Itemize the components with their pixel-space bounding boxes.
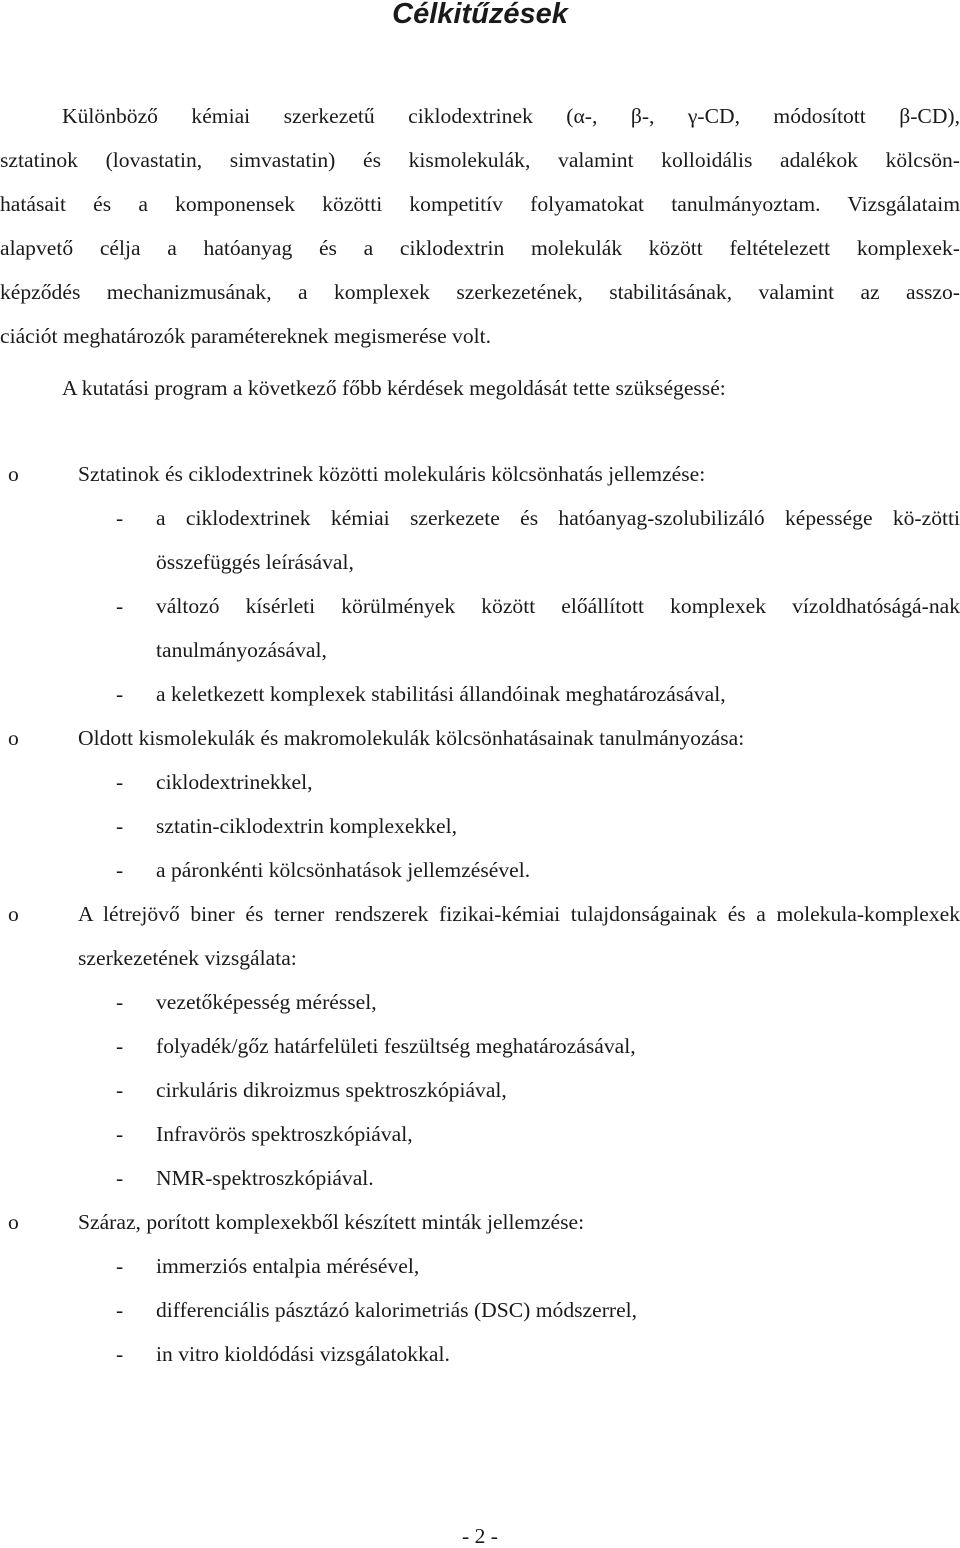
- method-item: [78, 496, 960, 584]
- page-title: Célkitűzések: [392, 0, 568, 30]
- dash-marker: -: [116, 1298, 124, 1322]
- method-item: [78, 804, 960, 848]
- method-item: [78, 1112, 960, 1156]
- intro-second-paragraph: A kutatási program a következő főbb kérdések megoldását tette szükségessé:: [62, 376, 726, 400]
- bullet-marker: o: [8, 902, 19, 926]
- method-text: NMR-spektroszkópiával.: [156, 1166, 374, 1190]
- objectives-list: [0, 452, 960, 1376]
- method-text: változó kísérleti körülmények között előállított komplexek vízoldhatóságá-nak tanulmányozásával,: [156, 594, 960, 662]
- dash-marker: -: [116, 1078, 124, 1102]
- dash-marker: -: [116, 858, 124, 882]
- method-text: ciklodextrinekkel,: [156, 770, 313, 794]
- intro-line: ciációt meghatározók paramétereknek megismerése volt.: [0, 324, 492, 348]
- dash-marker: -: [116, 682, 124, 706]
- bullet-marker: o: [8, 1210, 19, 1234]
- dash-marker: -: [116, 1034, 124, 1058]
- dash-marker: -: [116, 506, 124, 530]
- objective-heading: Oldott kismolekulák és makromolekulák kölcsönhatásainak tanulmányozása:: [78, 726, 745, 750]
- method-item: [78, 1024, 960, 1068]
- method-item: [78, 1244, 960, 1288]
- method-list: [78, 760, 960, 892]
- objective-item: [0, 452, 960, 716]
- method-text: immerziós entalpia mérésével,: [156, 1254, 420, 1278]
- method-text: a páronkénti kölcsönhatások jellemzésével.: [156, 858, 531, 882]
- method-item: [78, 760, 960, 804]
- method-text: sztatin-ciklodextrin komplexekkel,: [156, 814, 458, 838]
- intro-line: alapvető célja a hatóanyag és a ciklodextrin molekulák között feltételezett komplexek-: [0, 236, 960, 260]
- method-item: [78, 1156, 960, 1200]
- method-item: [78, 1332, 960, 1376]
- intro-line: sztatinok (lovastatin, simvastatin) és kismolekulák, valamint kolloidális adalékok kölcsön-: [0, 148, 960, 172]
- method-item: [78, 672, 960, 716]
- objective-item: [0, 892, 960, 1200]
- dash-marker: -: [116, 814, 124, 838]
- objective-item: [0, 716, 960, 892]
- bullet-marker: o: [8, 462, 19, 486]
- method-item: [78, 584, 960, 672]
- method-item: [78, 848, 960, 892]
- intro-line: Különböző kémiai szerkezetű ciklodextrinek (α-, β-, γ-CD, módosított β-CD),: [62, 104, 960, 128]
- dash-marker: -: [116, 1254, 124, 1278]
- objective-heading: Sztatinok és ciklodextrinek közötti molekuláris kölcsönhatás jellemzése:: [78, 462, 706, 486]
- method-text: folyadék/gőz határfelületi feszültség meghatározásával,: [156, 1034, 636, 1058]
- method-text: differenciális pásztázó kalorimetriás (DSC) módszerrel,: [156, 1298, 638, 1322]
- method-item: [78, 1288, 960, 1332]
- method-text: in vitro kioldódási vizsgálatokkal.: [156, 1342, 450, 1366]
- objective-heading: A létrejövő biner és terner rendszerek fizikai-kémiai tulajdonságainak és a molekula-komplexek szerkezetének vizsgálata:: [78, 902, 960, 970]
- dash-marker: -: [116, 1122, 124, 1146]
- method-text: a keletkezett komplexek stabilitási állandóinak meghatározásával,: [156, 682, 726, 706]
- method-list: [78, 980, 960, 1200]
- method-text: cirkuláris dikroizmus spektroszkópiával,: [156, 1078, 507, 1102]
- dash-marker: -: [116, 990, 124, 1014]
- dash-marker: -: [116, 1166, 124, 1190]
- method-text: vezetőképesség méréssel,: [156, 990, 377, 1014]
- method-item: [78, 980, 960, 1024]
- dash-marker: -: [116, 770, 124, 794]
- page-number: - 2 -: [462, 1524, 498, 1548]
- objective-item: [0, 1200, 960, 1376]
- method-list: [78, 1244, 960, 1376]
- intro-paragraph: [0, 94, 960, 358]
- method-item: [78, 1068, 960, 1112]
- objective-heading: Száraz, porított komplexekből készített minták jellemzése:: [78, 1210, 585, 1234]
- method-list: [78, 496, 960, 716]
- method-text: Infravörös spektroszkópiával,: [156, 1122, 413, 1146]
- method-text: a ciklodextrinek kémiai szerkezete és hatóanyag-szolubilizáló képessége kö-zötti összefüggés leírásával,: [156, 506, 960, 574]
- intro-line: képződés mechanizmusának, a komplexek szerkezetének, stabilitásának, valamint az asszo-: [0, 280, 960, 304]
- dash-marker: -: [116, 594, 124, 618]
- bullet-marker: o: [8, 726, 19, 750]
- dash-marker: -: [116, 1342, 124, 1366]
- intro-line: hatásait és a komponensek közötti kompetitív folyamatokat tanulmányoztam. Vizsgálataim: [0, 192, 960, 216]
